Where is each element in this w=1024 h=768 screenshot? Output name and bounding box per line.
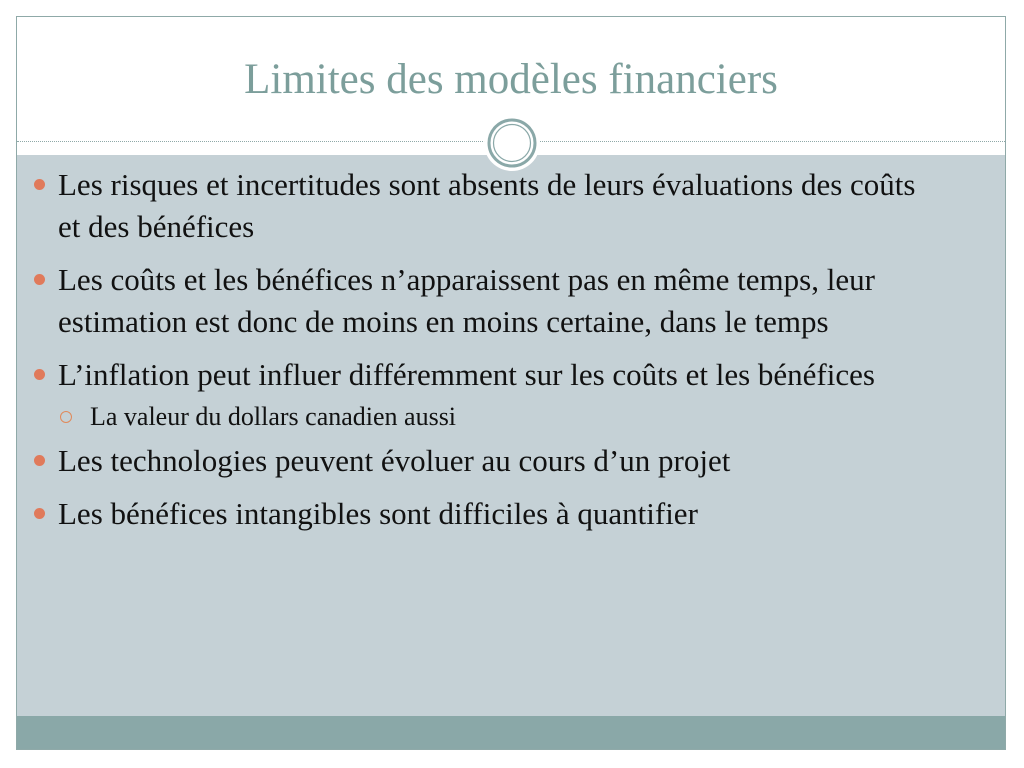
- sub-bullet-item: [58, 400, 934, 434]
- bullet-text: Les bénéfices intangibles sont difficiles à quantifier: [58, 496, 698, 531]
- bullet-text: Les technologies peuvent évoluer au cours d’un projet: [58, 443, 731, 478]
- bullet-text: Les risques et incertitudes sont absents de leurs évaluations des coûts et des bénéfices: [58, 167, 916, 244]
- sub-bullet-list: [58, 400, 934, 434]
- bullet-text: L’inflation peut influer différemment sur les coûts et les bénéfices: [58, 357, 875, 392]
- bullet-item: [34, 493, 934, 535]
- bullet-item: [34, 259, 934, 343]
- sub-bullet-text: La valeur du dollars canadien aussi: [90, 402, 457, 431]
- bullet-item: [34, 440, 934, 482]
- filled-circle-bullet-icon: [34, 179, 45, 190]
- bullet-item: [34, 354, 934, 434]
- filled-circle-bullet-icon: [34, 274, 45, 285]
- filled-circle-bullet-icon: [34, 455, 45, 466]
- slide-title: Limites des modèles financiers: [244, 56, 778, 103]
- bullet-item: [34, 164, 934, 248]
- footer-band: [17, 716, 1005, 750]
- hollow-circle-bullet-icon: [60, 411, 72, 423]
- filled-circle-bullet-icon: [34, 508, 45, 519]
- bullet-text: Les coûts et les bénéfices n’apparaissent pas en même temps, leur estimation est donc de moins en moins certaine, dans le temps: [58, 262, 875, 339]
- filled-circle-bullet-icon: [34, 369, 45, 380]
- bullet-list: [34, 164, 934, 546]
